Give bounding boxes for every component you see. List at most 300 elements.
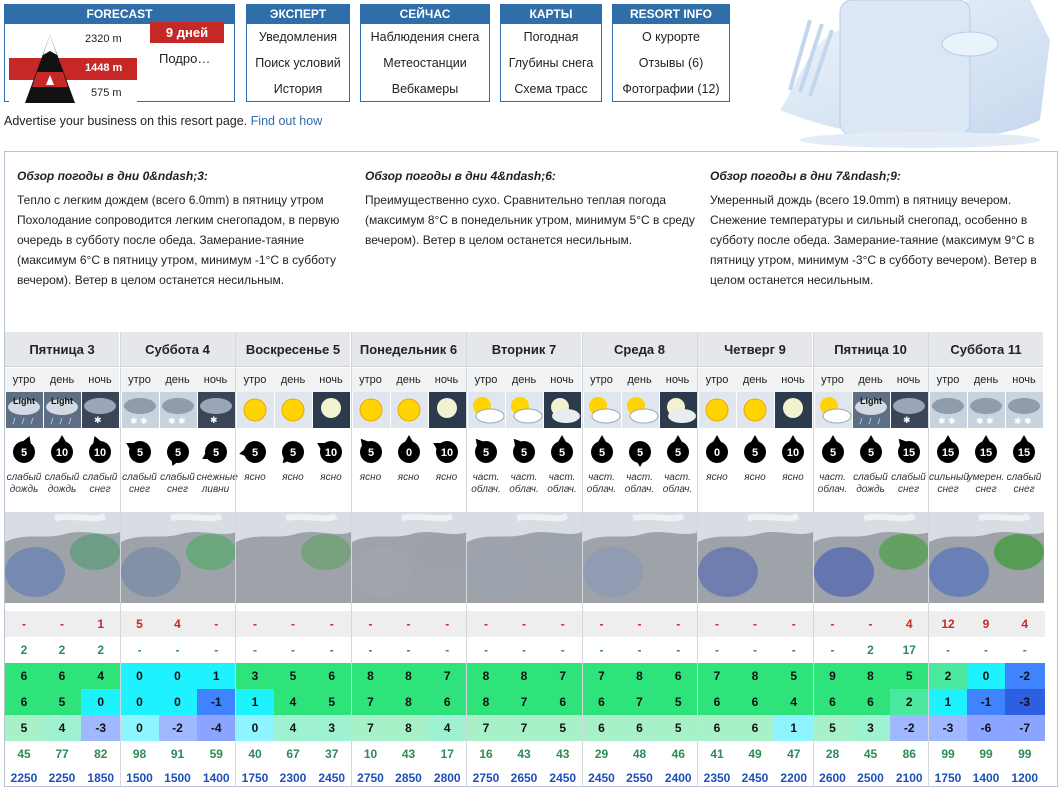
tmax-cell: 7 — [428, 663, 468, 689]
day-header[interactable]: Понедельник 6 — [352, 332, 466, 367]
time-of-day-label: ночь — [1005, 368, 1043, 392]
rain-cell: - — [159, 637, 197, 663]
weather-description: ясно — [359, 472, 382, 483]
snow-cell: - — [505, 611, 543, 637]
rain-cell: - — [428, 637, 468, 663]
expert-nav-box — [246, 4, 350, 102]
weather-description: слабый снег — [122, 472, 157, 495]
day-header[interactable]: Четверг 9 — [698, 332, 812, 367]
tchill-cell: 6 — [698, 715, 736, 741]
wind-arrow-icon — [124, 435, 162, 467]
svg-text:5: 5 — [558, 447, 566, 459]
tmin-cell: 6 — [736, 689, 774, 715]
frz-cell: 1500 — [159, 767, 197, 787]
weather-description: ясно — [282, 472, 304, 483]
rain-cell: 2 — [5, 637, 43, 663]
weather-description: слабый снег — [82, 472, 118, 495]
wind-arrow-icon — [46, 435, 84, 467]
weather-icon — [353, 392, 390, 428]
rain-cell: - — [121, 637, 159, 663]
tchill-cell: 5 — [659, 715, 699, 741]
rain-cell: - — [467, 637, 505, 663]
svg-text:5: 5 — [867, 447, 874, 459]
weather-icon — [198, 392, 235, 428]
more-details-link[interactable]: Подро… — [159, 51, 211, 66]
svg-text:10: 10 — [93, 447, 107, 459]
weather-description: слабый дождь — [44, 472, 80, 495]
weather-icon — [584, 392, 621, 428]
rain-cell: 2 — [852, 637, 890, 663]
tmax-cell: 0 — [967, 663, 1005, 689]
weather-icon — [622, 392, 659, 428]
hum-cell: 45 — [5, 741, 43, 767]
weather-icon — [6, 392, 43, 428]
weather-description: слабый дождь — [853, 472, 888, 495]
tmin-cell: 0 — [121, 689, 159, 715]
weather-icon — [853, 392, 890, 428]
weather-icon — [429, 392, 466, 428]
summary-text: Тепло с легким дождем (всего 6.0mm) в пятницу утром Похолодание сопроводится легким снегопадом, в первую очередь в субботу после обеда. Замерание-таяние (максимум 6°C в пятницу утром, минимум -1°C в субботу вечером). Ветер в целом останется несильным. — [17, 193, 340, 287]
tmin-cell: -1 — [967, 689, 1005, 715]
weather-icon — [275, 392, 312, 428]
frz-cell: 2750 — [352, 767, 390, 787]
tchill-cell: 7 — [352, 715, 390, 741]
weather-icon — [237, 392, 274, 428]
day-column — [4, 332, 119, 787]
tchill-cell: -4 — [197, 715, 237, 741]
snow-cell: 4 — [1005, 611, 1045, 637]
tmax-cell: -2 — [1005, 663, 1045, 689]
wind-arrow-icon — [893, 435, 931, 467]
time-of-day-label: день — [505, 368, 543, 392]
day-header[interactable]: Пятница 10 — [814, 332, 928, 367]
weather-description: ясно — [744, 472, 766, 483]
svg-text:Light: Light — [51, 396, 73, 406]
weather-description: ясно — [320, 472, 342, 483]
weather-description: част. облач. — [662, 472, 693, 495]
tmax-cell: 8 — [505, 663, 543, 689]
elevation-selector[interactable] — [9, 25, 137, 103]
wind-arrow-icon — [315, 435, 353, 467]
tchill-cell: 8 — [390, 715, 428, 741]
frz-cell: 2850 — [390, 767, 428, 787]
nav-webcams[interactable]: Вебкамеры — [391, 82, 459, 96]
hum-cell: 43 — [390, 741, 428, 767]
tmin-cell: 6 — [428, 689, 468, 715]
hum-cell: 99 — [1005, 741, 1045, 767]
tchill-cell: -2 — [890, 715, 930, 741]
day-column — [351, 332, 466, 787]
now-nav-title[interactable]: СЕЙЧАС — [361, 5, 489, 24]
nav-condition-search[interactable]: Поиск условий — [255, 56, 341, 70]
tmin-cell: -1 — [197, 689, 237, 715]
nav-reviews[interactable]: Отзывы (6) — [638, 56, 704, 70]
frz-cell: 1750 — [236, 767, 274, 787]
rain-cell: - — [197, 637, 237, 663]
hum-cell: 43 — [543, 741, 583, 767]
tmax-cell: 6 — [5, 663, 43, 689]
precip-map-image[interactable] — [352, 512, 467, 603]
wind-arrow-icon — [162, 435, 200, 467]
tmax-cell: 8 — [352, 663, 390, 689]
frz-cell: 2800 — [428, 767, 468, 787]
tchill-cell: 0 — [236, 715, 274, 741]
day-header[interactable]: Вторник 7 — [467, 332, 581, 367]
hum-cell: 77 — [43, 741, 81, 767]
hum-cell: 47 — [774, 741, 814, 767]
weather-description: част. облач. — [586, 472, 617, 495]
rain-cell: - — [352, 637, 390, 663]
tmax-cell: 5 — [274, 663, 312, 689]
wind-arrow-icon — [739, 435, 777, 467]
time-of-day-label: ночь — [890, 368, 928, 392]
weather-icon — [699, 392, 736, 428]
time-of-day-label: утро — [467, 368, 505, 392]
tchill-cell: 6 — [621, 715, 659, 741]
wind-arrow-icon — [855, 435, 893, 467]
hum-cell: 99 — [929, 741, 967, 767]
time-of-day-label: день — [390, 368, 428, 392]
frz-cell: 2600 — [814, 767, 852, 787]
weather-icon — [1006, 392, 1043, 428]
maps-nav-box — [500, 4, 602, 102]
svg-text:Light: Light — [13, 396, 35, 406]
rain-cell: - — [967, 637, 1005, 663]
tmin-cell: 6 — [543, 689, 583, 715]
nav-weather-map[interactable]: Погодная — [523, 30, 579, 44]
tmin-cell: 5 — [659, 689, 699, 715]
snow-cell: - — [543, 611, 583, 637]
svg-text:5: 5 — [751, 447, 759, 459]
svg-text:5: 5 — [829, 447, 836, 459]
day-column — [928, 332, 1043, 787]
frz-cell: 2200 — [774, 767, 814, 787]
weather-description: ясно — [244, 472, 266, 483]
hum-cell: 99 — [967, 741, 1005, 767]
weather-icon — [775, 392, 812, 428]
snow-cell: 4 — [890, 611, 930, 637]
precip-map-image[interactable] — [814, 512, 929, 603]
advertise-text: Advertise your business on this resort page. — [4, 114, 248, 128]
svg-text:5: 5 — [212, 447, 219, 459]
time-of-day-label: утро — [929, 368, 967, 392]
hum-cell: 98 — [121, 741, 159, 767]
wind-arrow-icon — [662, 435, 700, 467]
tmax-cell: 0 — [121, 663, 159, 689]
svg-text:5: 5 — [674, 447, 681, 459]
tmin-cell: 6 — [583, 689, 621, 715]
snow-cell: - — [312, 611, 352, 637]
time-of-day-label: день — [159, 368, 197, 392]
day-header[interactable]: Суббота 4 — [121, 332, 235, 367]
nav-alerts[interactable]: Уведомления — [258, 30, 338, 44]
wind-arrow-icon — [277, 435, 315, 467]
tmax-cell: 4 — [81, 663, 121, 689]
snow-cell: - — [659, 611, 699, 637]
time-of-day-label: день — [274, 368, 312, 392]
day-column — [582, 332, 697, 787]
tmax-cell: 8 — [621, 663, 659, 689]
wind-arrow-icon — [546, 435, 584, 467]
bottom-elevation[interactable]: 575 m — [91, 87, 122, 99]
weather-description: част. облач. — [817, 472, 848, 495]
summary-title: Обзор погоды в дни 0&ndash;3: — [17, 169, 208, 183]
wind-arrow-icon — [393, 435, 431, 467]
summary-text: Умеренный дождь (всего 19.0mm) в пятницу вечером. Снежение температуры и сильный снегопад, особенно в субботу после обеда. Замерание-таяние (максимум 9°C в пятницу утром, минимум -3°C в субботу вечером). Ветер в целом останется несильным. — [710, 193, 1037, 287]
nine-day-button[interactable]: 9 дней — [150, 22, 224, 43]
snow-cell: - — [814, 611, 852, 637]
hum-cell: 91 — [159, 741, 197, 767]
day-header[interactable]: Воскресенье 5 — [236, 332, 350, 367]
svg-text:✱ ✱: ✱ ✱ — [976, 416, 994, 426]
tmax-cell: 6 — [43, 663, 81, 689]
svg-text:10: 10 — [786, 447, 800, 459]
tmin-cell: 8 — [390, 689, 428, 715]
snow-cell: 12 — [929, 611, 967, 637]
svg-text:10: 10 — [55, 447, 69, 459]
precip-map-image[interactable] — [5, 512, 120, 603]
rain-cell: - — [583, 637, 621, 663]
time-of-day-label: утро — [5, 368, 43, 392]
wind-arrow-icon — [355, 435, 393, 467]
day-column — [813, 332, 928, 787]
svg-text:5: 5 — [482, 447, 490, 459]
svg-text:15: 15 — [941, 447, 955, 459]
hum-cell: 49 — [736, 741, 774, 767]
frz-cell: 2350 — [698, 767, 736, 787]
nav-photos[interactable]: Фотографии (12) — [622, 82, 720, 96]
day-column — [235, 332, 350, 787]
wind-arrow-icon — [817, 435, 855, 467]
find-out-how-link[interactable]: Find out how — [250, 114, 323, 128]
resort-info-nav-title[interactable]: RESORT INFO — [613, 5, 729, 24]
weather-description: ясно — [782, 472, 804, 483]
precip-map-image[interactable] — [121, 512, 236, 603]
weather-description: снежные ливни — [196, 472, 238, 495]
tmin-cell: 7 — [352, 689, 390, 715]
summary-days-7-9 — [710, 166, 1040, 290]
tmin-cell: 7 — [505, 689, 543, 715]
snow-cell: - — [274, 611, 312, 637]
tchill-cell: 0 — [121, 715, 159, 741]
time-of-day-label: день — [736, 368, 774, 392]
tmax-cell: 3 — [236, 663, 274, 689]
hum-cell: 86 — [890, 741, 930, 767]
svg-text:5: 5 — [174, 447, 181, 459]
expert-nav-title[interactable]: ЭКСПЕРТ — [247, 5, 349, 24]
svg-text:5: 5 — [20, 447, 28, 459]
frz-cell: 2250 — [43, 767, 81, 787]
hum-cell: 45 — [852, 741, 890, 767]
rain-cell: - — [236, 637, 274, 663]
rain-cell: - — [274, 637, 312, 663]
wind-arrow-icon — [932, 435, 970, 467]
tmin-cell: 4 — [774, 689, 814, 715]
nav-snow-depth-map[interactable]: Глубины снега — [508, 56, 594, 70]
time-of-day-label: утро — [698, 368, 736, 392]
tchill-cell: 6 — [583, 715, 621, 741]
maps-nav-title[interactable]: КАРТЫ — [501, 5, 601, 24]
svg-text:5: 5 — [636, 447, 643, 459]
rain-cell: - — [736, 637, 774, 663]
frz-cell: 2450 — [543, 767, 583, 787]
svg-text:10: 10 — [440, 447, 453, 459]
svg-text:✱ ✱: ✱ ✱ — [167, 416, 186, 426]
hum-cell: 46 — [659, 741, 699, 767]
top-elevation[interactable]: 2320 m — [85, 33, 122, 45]
nav-history[interactable]: История — [273, 82, 323, 96]
tchill-cell: 3 — [312, 715, 352, 741]
tchill-cell: 5 — [814, 715, 852, 741]
time-of-day-label: утро — [814, 368, 852, 392]
tmax-cell: 6 — [312, 663, 352, 689]
svg-text:✱ ✱: ✱ ✱ — [938, 416, 956, 426]
time-of-day-label: ночь — [659, 368, 697, 392]
precip-map-image[interactable] — [698, 512, 813, 603]
tchill-cell: 6 — [736, 715, 774, 741]
nav-weather-stations[interactable]: Метеостанции — [383, 56, 467, 70]
nav-piste-map[interactable]: Схема трасс — [514, 82, 588, 96]
tmin-cell: 6 — [5, 689, 43, 715]
wind-arrow-icon — [508, 435, 546, 467]
wind-arrow-icon — [431, 435, 469, 467]
snow-cell: - — [583, 611, 621, 637]
tmax-cell: 5 — [774, 663, 814, 689]
precip-map-image[interactable] — [929, 512, 1044, 603]
svg-text:15: 15 — [1017, 447, 1031, 459]
weather-description: ясно — [706, 472, 728, 483]
frz-cell: 1750 — [929, 767, 967, 787]
weather-description: ясно — [435, 472, 458, 483]
tmax-cell: 6 — [659, 663, 699, 689]
time-of-day-label: утро — [352, 368, 390, 392]
weather-description: част. облач. — [547, 472, 577, 495]
wind-arrow-icon — [8, 435, 46, 467]
rain-cell: 2 — [43, 637, 81, 663]
day-header[interactable]: Пятница 3 — [5, 332, 119, 367]
svg-text:0: 0 — [713, 447, 721, 459]
rain-cell: - — [929, 637, 967, 663]
tmax-cell: 2 — [929, 663, 967, 689]
nav-snow-reports[interactable]: Наблюдения снега — [370, 30, 480, 44]
day-header[interactable]: Суббота 11 — [929, 332, 1043, 367]
summary-title: Обзор погоды в дни 4&ndash;6: — [365, 169, 556, 183]
svg-text:0: 0 — [405, 447, 412, 459]
hum-cell: 82 — [81, 741, 121, 767]
weather-description: слабый снег — [891, 472, 926, 495]
tmax-cell: 7 — [583, 663, 621, 689]
tchill-cell: 4 — [274, 715, 312, 741]
weather-icon — [737, 392, 774, 428]
tchill-cell: -2 — [159, 715, 197, 741]
weather-icon — [891, 392, 928, 428]
weather-icon — [660, 392, 697, 428]
weather-icon — [544, 392, 581, 428]
weather-icon — [160, 392, 197, 428]
frz-cell: 2500 — [852, 767, 890, 787]
snow-cell: - — [236, 611, 274, 637]
weather-icon — [506, 392, 543, 428]
frz-cell: 2450 — [312, 767, 352, 787]
svg-text:5: 5 — [598, 447, 605, 459]
day-header[interactable]: Среда 8 — [583, 332, 697, 367]
tchill-cell: -7 — [1005, 715, 1045, 741]
svg-text:5: 5 — [251, 447, 259, 459]
wind-arrow-icon — [200, 435, 238, 467]
forecast-nav-title[interactable]: FORECAST — [5, 5, 234, 24]
weather-icon — [968, 392, 1005, 428]
time-of-day-label: ночь — [543, 368, 581, 392]
time-of-day-label: утро — [583, 368, 621, 392]
weather-description: слабый снег — [160, 472, 195, 495]
frz-cell: 2450 — [583, 767, 621, 787]
frz-cell: 1400 — [197, 767, 237, 787]
tmin-cell: 5 — [312, 689, 352, 715]
tmax-cell: 5 — [890, 663, 930, 689]
wind-arrow-icon — [1008, 435, 1046, 467]
rain-cell: - — [543, 637, 583, 663]
rain-cell: 2 — [81, 637, 121, 663]
frz-cell: 2250 — [5, 767, 43, 787]
snow-cell: - — [467, 611, 505, 637]
snow-cell: - — [621, 611, 659, 637]
tchill-cell: 5 — [543, 715, 583, 741]
svg-text:5: 5 — [520, 447, 528, 459]
snow-cell: - — [352, 611, 390, 637]
precip-map-image[interactable] — [467, 512, 582, 603]
weather-icon — [313, 392, 350, 428]
day-column — [466, 332, 581, 787]
precip-map-image[interactable] — [236, 512, 351, 603]
nav-about-resort[interactable]: О курорте — [641, 30, 701, 44]
snow-cell: - — [5, 611, 43, 637]
hum-cell: 17 — [428, 741, 468, 767]
tchill-cell: 4 — [428, 715, 468, 741]
frz-cell: 1500 — [121, 767, 159, 787]
svg-text:15: 15 — [902, 447, 915, 459]
svg-text:✱: ✱ — [209, 415, 218, 425]
svg-text:✱ ✱: ✱ ✱ — [1014, 416, 1032, 426]
weather-icon — [815, 392, 852, 428]
hum-cell: 28 — [814, 741, 852, 767]
rain-cell: - — [774, 637, 814, 663]
mountain-icon — [23, 33, 77, 103]
rain-cell: - — [698, 637, 736, 663]
rain-cell: - — [621, 637, 659, 663]
mid-elevation[interactable]: 1448 m — [85, 62, 123, 74]
time-of-day-label: ночь — [774, 368, 812, 392]
summary-days-0-3 — [17, 166, 347, 290]
hum-cell: 37 — [312, 741, 352, 767]
tmin-cell: 7 — [621, 689, 659, 715]
precip-map-image[interactable] — [583, 512, 698, 603]
weather-description: умерен. снег — [967, 472, 1005, 495]
svg-text:15: 15 — [979, 447, 993, 459]
tchill-cell: 7 — [467, 715, 505, 741]
tmin-cell: -3 — [1005, 689, 1045, 715]
frz-cell: 1200 — [1005, 767, 1045, 787]
weather-icon — [391, 392, 428, 428]
frz-cell: 2100 — [890, 767, 930, 787]
frost-decoration-image — [770, 0, 1062, 148]
svg-text:✱: ✱ — [902, 415, 911, 425]
svg-text:5: 5 — [289, 447, 297, 459]
tmax-cell: 8 — [390, 663, 428, 689]
hum-cell: 59 — [197, 741, 237, 767]
tmin-cell: 5 — [43, 689, 81, 715]
wind-arrow-icon — [624, 435, 662, 467]
tmin-cell: 1 — [236, 689, 274, 715]
